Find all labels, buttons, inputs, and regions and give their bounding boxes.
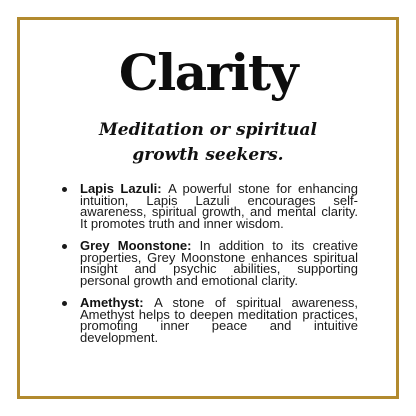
bullet-icon bbox=[62, 301, 67, 306]
stone-description: A stone of spiritual awareness, Amethyst helps to deepen meditation practices, promoting inner peace and intuitive development. bbox=[80, 295, 358, 345]
bullet-icon bbox=[62, 244, 67, 249]
card-frame bbox=[17, 17, 399, 399]
subtitle-line-2: growth seekers. bbox=[132, 145, 284, 165]
stone-description: A powerful stone for enhancing intuition, Lapis Lazuli encourages self-awareness, spiritual growth, and mental clarity. It promotes truth and inner wisdom. bbox=[80, 181, 358, 231]
stone-name: Lapis Lazuli: bbox=[80, 181, 169, 196]
subtitle-line-1: Meditation or spiritual bbox=[98, 120, 317, 140]
stone-list bbox=[58, 183, 358, 354]
stone-name: Grey Moonstone: bbox=[80, 238, 200, 253]
list-item-lapis-lazuli bbox=[58, 183, 358, 229]
card-subtitle bbox=[20, 118, 396, 168]
list-item-grey-moonstone bbox=[58, 240, 358, 286]
card-title: Clarity bbox=[118, 43, 298, 102]
stone-name: Amethyst: bbox=[80, 295, 155, 310]
bullet-icon bbox=[62, 187, 67, 192]
list-item-amethyst bbox=[58, 297, 358, 343]
stone-description: In addition to its creative properties, Grey Moonstone enhances spiritual insight and psychic abilities, supporting personal growth and emotional clarity. bbox=[80, 238, 358, 288]
